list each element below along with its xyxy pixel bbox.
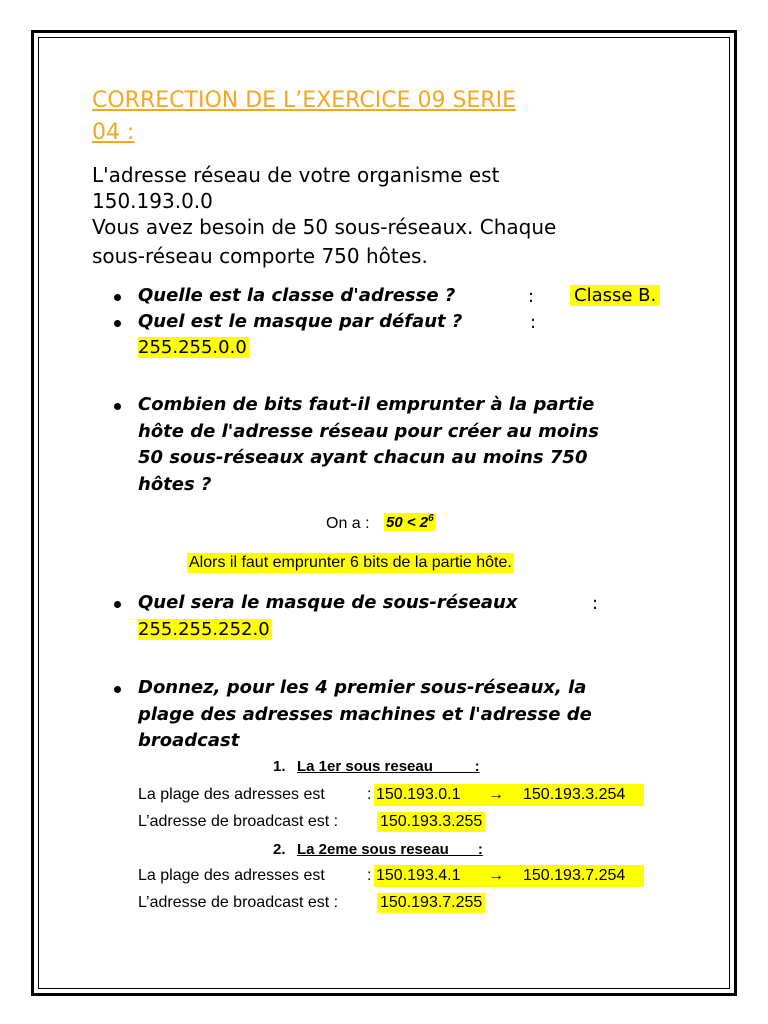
title-line-2: 04 : [92,120,135,145]
formula-exponent: 6 [428,513,434,524]
bullet-q1 [114,294,121,301]
conclusion: Alors il faut emprunter 6 bits de la partie hôte. [189,554,512,571]
title-line-1: CORRECTION DE L’EXERCICE 09 SERIE [92,88,516,113]
q1-separator: : [528,286,535,307]
intro-line-1: L'adresse réseau de votre organisme est [92,163,500,187]
on-a-label: On a : [326,515,370,532]
subnet-2-heading: La 2eme sous reseau : [297,841,483,858]
bullet-q2 [114,320,121,327]
question-bits-line-1: Combien de bits faut-il emprunter à la partie [138,394,595,415]
subnet-1-broadcast-label: L’adresse de broadcast est : [138,813,339,830]
subnet-1-broadcast: 150.193.3.255 [377,812,485,832]
formula [384,513,436,531]
subnet-2-range-sep: : [367,867,372,884]
subnet-2-broadcast: 150.193.7.255 [377,893,485,913]
subnet-1-range-start: 150.193.0.1 [376,786,461,803]
subnet-1-range-sep: : [367,786,372,803]
q4-separator: : [592,593,599,614]
bullet-q3 [114,403,121,410]
subnet-2-number: 2. [273,841,286,858]
subnet-2-range-label: La plage des adresses est [138,867,325,884]
subnet-2-range-start: 150.193.4.1 [376,867,461,884]
question-subnet-mask: Quel sera le masque de sous-réseaux [138,592,518,613]
subnet-1-range-label: La plage des adresses est [138,786,325,803]
formula-base: 50 < 2 [386,514,429,531]
bullet-q4 [114,601,121,608]
subnet-1-heading: La 1er sous reseau : [297,758,480,775]
bullet-q5 [114,686,121,693]
intro-line-2: 150.193.0.0 [92,189,213,213]
question-bits-line-3: 50 sous-réseaux ayant chacun au moins 750 [138,447,588,468]
answer-class: Classe B. [570,285,660,306]
answer-subnet-mask: 255.255.252.0 [138,619,270,640]
subnet-1-arrow-icon: → [488,786,504,803]
intro-line-3: Vous avez besoin de 50 sous-réseaux. Chaque [92,215,557,239]
question-ranges-line-3: broadcast [138,730,240,751]
subnet-1-range-end: 150.193.3.254 [523,786,626,803]
subnet-1-number: 1. [273,758,286,775]
question-class: Quelle est la classe d'adresse ? [138,285,456,306]
question-ranges-line-1: Donnez, pour les 4 premier sous-réseaux, la [138,677,587,698]
question-ranges-line-2: plage des adresses machines et l'adresse de [138,704,592,725]
question-bits-line-2: hôte de l'adresse réseau pour créer au moins [138,421,599,442]
question-default-mask: Quel est le masque par défaut ? [138,311,463,332]
answer-default-mask: 255.255.0.0 [138,337,247,358]
subnet-2-range-end: 150.193.7.254 [523,867,626,884]
subnet-2-arrow-icon: → [488,867,504,884]
intro-line-4: sous-réseau comporte 750 hôtes. [92,244,428,268]
subnet-2-broadcast-label: L’adresse de broadcast est : [138,894,339,911]
q2-separator: : [530,312,537,333]
question-bits-line-4: hôtes ? [138,474,212,495]
